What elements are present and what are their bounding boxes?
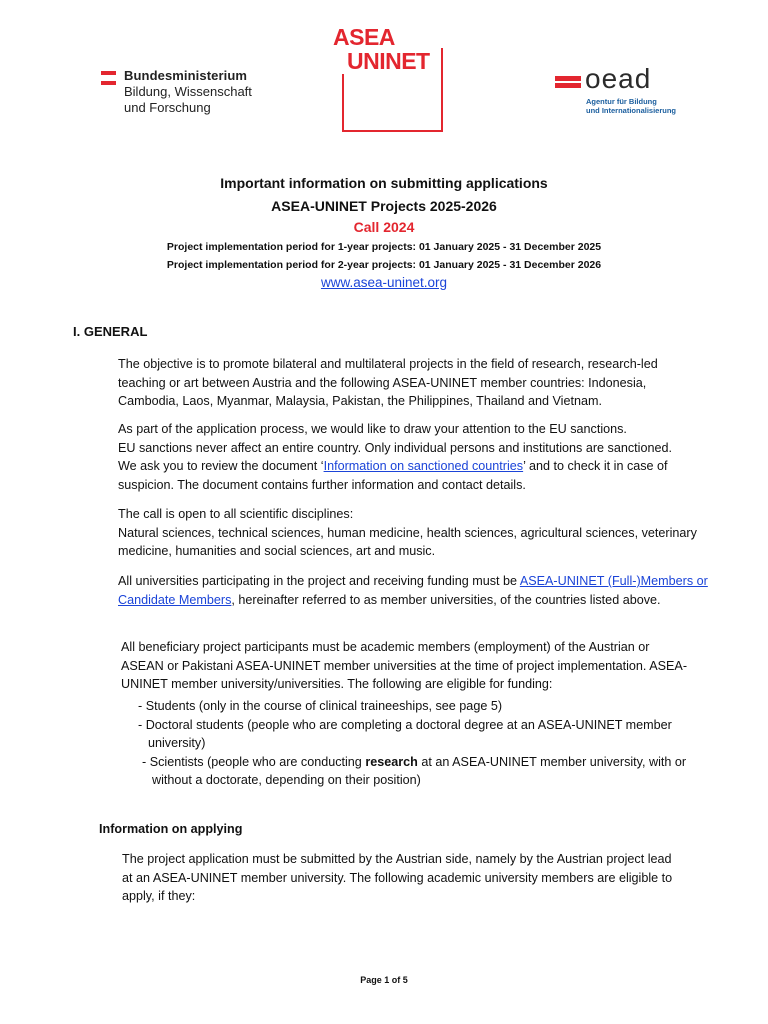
period-2year: Project implementation period for 2-year projects: 01 January 2025 - 31 December 2026	[166, 259, 602, 271]
website-link[interactable]: www.asea-uninet.org	[320, 275, 448, 290]
oead-logo-word: oead	[585, 63, 652, 94]
page-number: Page 1 of 5	[360, 975, 408, 985]
paragraph-beneficiaries: All beneficiary project participants must be academic members (employment) of the Austrian or ASEAN or Pakistani ASEA-UNINET member universities at the time of project implementation. ASEA-UNINET member university/universities. The following are eligible for funding:	[121, 640, 688, 692]
oead-flag-icon	[555, 76, 581, 90]
members-link[interactable]: ASEA-UNINET (Full-)Members or Candidate Members	[118, 574, 708, 607]
paragraph-disciplines: The call is open to all scientific disciplines: Natural sciences, technical sciences, human medicine, health sciences, agricultural sciences, veterinary medicine, humanities and social sciences, art and music.	[118, 507, 697, 559]
paragraph-universities: All universities participating in the project and receiving funding must be ASEA-UNINET (Full-)Members or Candidate Members, hereinafter referred to as member universities, of the countries listed above.	[118, 574, 708, 607]
eligible-list	[138, 697, 698, 790]
paragraph-applying: The project application must be submitted by the Austrian side, namely by the Austrian project lead at an ASEA-UNINET member university. The following academic university members are eligible to apply, if they:	[122, 852, 673, 904]
call-year: Call 2024	[353, 219, 415, 235]
austria-flag-icon	[101, 71, 116, 87]
paragraph-sanctions: As part of the application process, we would like to draw your attention to the EU sanctions. EU sanctions never affect an entire country. Only individual persons and institutions are sanctioned. We ask you to review the document ‘Information on sanctioned countries’ and to check it in case of suspicion. The document contains further information and contact details.	[118, 422, 672, 492]
ministry-line2: Bildung, Wissenschaft	[124, 84, 252, 99]
asea-logo-word: ASEA	[333, 24, 395, 50]
list-item: - Students (only in the course of clinical traineeships, see page 5)	[138, 699, 503, 713]
list-item: - Scientists (people who are conducting research at an ASEA-UNINET member university, with or without a doctorate, depending on their position)	[142, 754, 687, 788]
list-item: - Doctoral students (people who are completing a doctoral degree at an ASEA-UNINET member university)	[138, 717, 672, 751]
doc-title: Important information on submitting applications	[220, 175, 548, 191]
ministry-line1: Bundesministerium	[124, 68, 248, 83]
doc-subtitle: ASEA-UNINET Projects 2025-2026	[271, 198, 497, 214]
paragraph-objective: The objective is to promote bilateral and multilateral projects in the field of research, research-led teaching or art between Austria and the following ASEA-UNINET member countries: Indonesia, Cambodia, Laos, Myanmar, Malaysia, Pakistan, the Philippines, Thailand and Vietnam.	[118, 357, 658, 409]
oead-logo-subtitle: Agentur für Bildung und Internationalisierung	[586, 97, 677, 115]
website-row	[0, 275, 768, 290]
section-heading-applying: Information on applying	[99, 822, 243, 836]
section-heading-general: I. GENERAL	[73, 324, 148, 339]
ministry-logo-text	[124, 68, 252, 116]
sanctions-document-link[interactable]: Information on sanctioned countries	[323, 459, 524, 474]
ministry-line3: und Forschung	[124, 100, 211, 115]
period-1year: Project implementation period for 1-year projects: 01 January 2025 - 31 December 2025	[166, 241, 602, 253]
uninet-logo-word: UNINET	[347, 48, 430, 74]
